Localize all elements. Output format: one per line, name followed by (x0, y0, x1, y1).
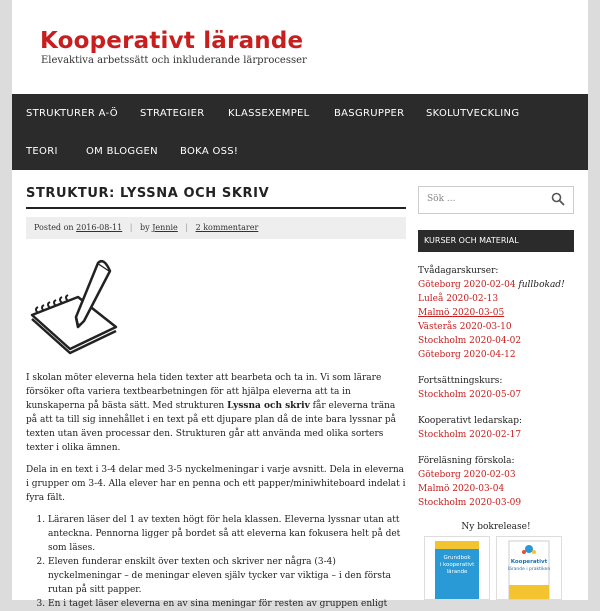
site-tagline: Elevaktiva arbetssätt och inkluderande lärprocesser (41, 55, 307, 66)
course-note: fullbokad! (518, 280, 565, 290)
books-title: Ny bokrelease! (461, 522, 531, 532)
page (12, 0, 588, 609)
course-list (418, 264, 574, 362)
paragraph-intro (26, 371, 406, 455)
list-item: 3. En i taget läser eleverna en av sina meningar för resten av gruppen enligt (48, 597, 406, 611)
course-link[interactable]: Västerås 2020-03-10 (418, 322, 512, 332)
search-input[interactable] (418, 186, 574, 214)
course-link[interactable]: Göteborg 2020-02-03 (418, 470, 516, 480)
course-link[interactable]: Malmö 2020-03-05 (418, 308, 505, 318)
post-author-link[interactable]: Jennie (152, 223, 178, 232)
meta-separator: | (185, 223, 189, 232)
tvadagars-heading: Tvådagarskurser: (418, 266, 499, 276)
book-covers (418, 536, 574, 596)
post-date-link[interactable]: 2016-08-11 (76, 223, 123, 232)
list-item: 2. Eleven funderar enskilt över texten och skriver ner några (3-4) nyckelmeningar – de meningar eleven själv tycker var viktiga – i den första rutan på sitt papper. (48, 555, 406, 597)
svg-text:lärande: lärande (446, 569, 468, 575)
paragraph-instructions: Dela in en text i 3-4 delar med 3-5 nyckelmeningar i varje avsnitt. Dela in eleverna i grupper om 3-4. Alla elever har en penna och ett papper/miniwhiteboard indelat i fyra fält. (26, 465, 406, 503)
book-cover-praktiken[interactable] (496, 536, 562, 600)
sidebar (418, 186, 574, 596)
nav-item-klassexempel[interactable]: KLASSEXEMPEL (228, 108, 310, 119)
nav-item-om-bloggen[interactable]: OM BLOGGEN (86, 146, 158, 157)
forelasning-heading: Föreläsning förskola: (418, 456, 515, 466)
posted-on-label: Posted on (34, 223, 74, 232)
ledarskap-section (418, 414, 574, 442)
nav-item-strategier[interactable]: STRATEGIER (140, 108, 205, 119)
post-title: STRUKTUR: LYSSNA OCH SKRIV (26, 186, 406, 209)
course-link[interactable]: Stockholm 2020-02-17 (418, 430, 522, 440)
intro-text-start: I skolan möter eleverna hela tiden texter att bearbeta och ta in. Vi som lärare försöker ofta variera textbearbetningen för att hjälpa eleverna att ta in kunskaperna på bästa sätt. Med strukturen (26, 373, 382, 411)
post-body (26, 371, 406, 611)
meta-separator: | (129, 223, 133, 232)
svg-text:i kooperativt: i kooperativt (439, 562, 475, 568)
forelasning-section (418, 454, 574, 510)
ledarskap-heading: Kooperativt ledarskap: (418, 416, 522, 426)
svg-text:lärande i praktiken: lärande i praktiken (507, 567, 551, 572)
course-link[interactable]: Göteborg 2020-04-12 (418, 350, 516, 360)
nav-item-teori[interactable]: TEORI (26, 146, 58, 157)
search-placeholder: Sök ... (427, 194, 456, 204)
fortsattning-section (418, 374, 574, 402)
search-icon[interactable] (551, 192, 565, 206)
main-navigation (12, 94, 588, 170)
main-content (26, 186, 406, 611)
course-link[interactable]: Stockholm 2020-05-07 (418, 390, 522, 400)
nav-item-basgrupper[interactable]: BASGRUPPER (334, 108, 405, 119)
course-link[interactable]: Stockholm 2020-04-02 (418, 336, 522, 346)
notepad-pencil-icon (26, 257, 126, 357)
nav-item-boka-oss[interactable]: BOKA OSS! (180, 146, 239, 157)
site-title[interactable]: Kooperativt lärande (40, 28, 304, 54)
course-link[interactable]: Malmö 2020-03-04 (418, 484, 505, 494)
course-link[interactable]: Luleå 2020-02-13 (418, 294, 499, 304)
course-line (418, 278, 574, 292)
nav-item-strukturer[interactable]: STRUKTURER A-Ö (26, 108, 118, 119)
steps-list (26, 513, 406, 611)
book-cover-grundbok[interactable] (424, 536, 490, 600)
intro-text-end: får eleverna träna på att ta till sig innehållet i en text på ett djupare plan då de inte bara lyssnar på texten utan även processar den. Strukturen går att använda med olika sorters texter i olika ämnen. (26, 401, 397, 453)
nav-item-skolutveckling[interactable]: SKOLUTVECKLING (426, 108, 520, 119)
by-label: by (140, 223, 150, 232)
fortsattning-heading: Fortsättningskurs: (418, 376, 503, 386)
widget-title: KURSER OCH MATERIAL (418, 230, 574, 252)
svg-text:Kooperativt: Kooperativt (510, 559, 548, 565)
post-meta (26, 217, 406, 239)
intro-bold-term: Lyssna och skriv (227, 401, 310, 411)
list-item: 1. Läraren läser del 1 av texten högt för hela klassen. Eleverna lyssnar utan att anteckna. Pennorna ligger på bordet så att eleverna kan fokusera helt på det som läses. (48, 513, 406, 555)
post-comments-link[interactable]: 2 kommentarer (195, 223, 259, 232)
svg-text:Grundbok: Grundbok (443, 555, 471, 561)
course-link[interactable]: Stockholm 2020-03-09 (418, 498, 522, 508)
course-link[interactable]: Göteborg 2020-02-04 (418, 280, 516, 290)
